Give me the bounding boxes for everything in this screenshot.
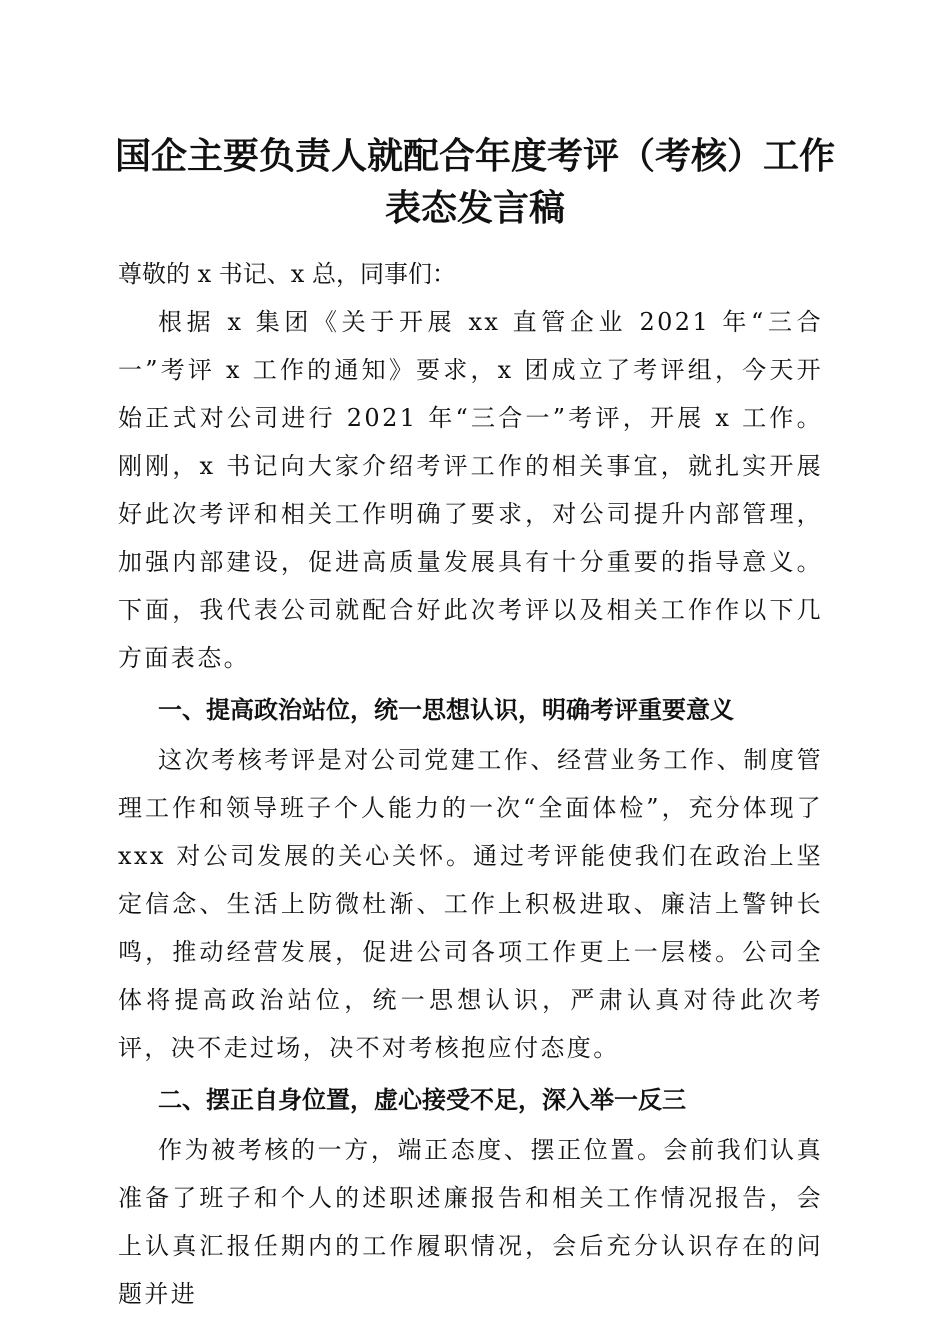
section-heading-1: 一、提高政治站位，统一思想认识，明确考评重要意义 [158, 696, 734, 724]
document-body [118, 250, 823, 1318]
intro-paragraph: 根据 x 集团《关于开展 xx 直管企业 2021 年“三合一”考评 x 工作的通知》要求，x 团成立了考评组，今天开始正式对公司进行 2021 年“三合一”考评，开展 x 工作。刚刚，x 书记向大家介绍考评工作的相关事宜，就扎实开展好此次考评和相关工作明确了要求，对公司提升内部管理，加强内部建设，促进高质量发展具有十分重要的指导意义。下面，我代表公司就配合好此次考评以及相关工作作以下几方面表态。 [118, 308, 823, 672]
salutation: 尊敬的 x 书记、x 总，同事们： [118, 260, 456, 288]
section-paragraph-1: 这次考核考评是对公司党建工作、经营业务工作、制度管理工作和领导班子个人能力的一次“全面体检”，充分体现了 xxx 对公司发展的关心关怀。通过考评能使我们在政治上坚定信念、生活上防微杜渐、工作上积极进取、廉洁上警钟长鸣，推动经营发展，促进公司各项工作更上一层楼。公司全体将提高政治站位，统一思想认识，严肃认真对待此次考评，决不走过场，决不对考核抱应付态度。 [118, 746, 823, 1062]
document-title [100, 130, 850, 234]
title-line-1: 国企主要负责人就配合年度考评（考核）工作 [114, 135, 835, 177]
section-heading-2: 二、摆正自身位置，虚心接受不足，深入举一反三 [158, 1086, 686, 1114]
section-paragraph-2: 作为被考核的一方，端正态度、摆正位置。会前我们认真准备了班子和个人的述职述廉报告和相关工作情况报告，会上认真汇报任期内的工作履职情况，会后充分认识存在的问题并进 [118, 1136, 823, 1308]
title-line-2: 表态发言稿 [384, 187, 565, 229]
